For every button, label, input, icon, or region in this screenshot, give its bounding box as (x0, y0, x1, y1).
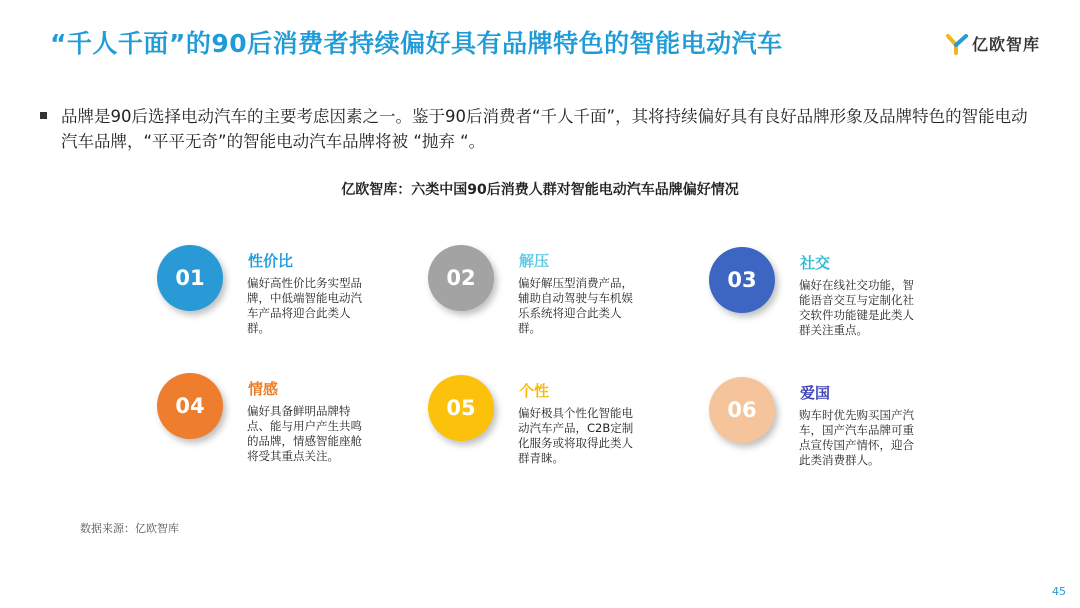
intro-text: 品牌是90后选择电动汽车的主要考虑因素之一。鉴于90后消费者“千人千面”，其将持续偏好具有良好品牌形象及品牌特色的智能电动汽车品牌，“平平无奇”的智能电动汽车品牌将被 “抛弃 “。 (61, 107, 1028, 151)
data-source-note: 数据来源：亿欧智库 (80, 522, 179, 535)
card-title: 性价比 (248, 252, 294, 270)
card-number-circle: 02 (428, 245, 494, 311)
preference-card-01 (157, 245, 417, 355)
logo (946, 32, 1040, 55)
preference-card-06 (709, 377, 969, 487)
card-number-circle: 05 (428, 375, 494, 441)
page-number: 45 (1052, 585, 1066, 598)
logo-text: 亿欧智库 (971, 35, 1040, 54)
slide-title: “千人千面”的90后消费者持续偏好具有品牌特色的智能电动汽车 (50, 29, 783, 58)
card-number-circle: 04 (157, 373, 223, 439)
yiou-logo-icon (946, 33, 968, 55)
intro-bullet (40, 104, 1040, 154)
card-title: 社交 (800, 254, 831, 272)
card-title: 爱国 (800, 384, 831, 402)
card-description: 购车时优先购买国产汽车，国产汽车品牌可重点宣传国产情怀，迎合此类消费群人。 (799, 408, 914, 467)
card-title: 情感 (248, 380, 279, 398)
preference-card-03 (709, 247, 969, 357)
card-number-circle: 03 (709, 247, 775, 313)
card-description: 偏好在线社交功能，智能语音交互与定制化社交软件功能键是此类人群关注重点。 (799, 278, 914, 337)
card-description: 偏好具备鲜明品牌特点、能与用户产生共鸣的品牌，情感智能座舱将受其重点关注。 (247, 404, 362, 463)
preference-card-05 (428, 375, 688, 485)
preference-card-04 (157, 373, 417, 483)
card-description: 偏好高性价比务实型品牌，中低端智能电动汽车产品将迎合此类人群。 (247, 276, 362, 335)
preference-card-02 (428, 245, 688, 355)
card-description: 偏好极具个性化智能电动汽车产品，C2B定制化服务或将取得此类人群青睐。 (518, 406, 634, 465)
figure-subtitle: 亿欧智库：六类中国90后消费人群对智能电动汽车品牌偏好情况 (341, 182, 739, 198)
bullet-square-icon (40, 112, 47, 119)
card-number-circle: 06 (709, 377, 775, 443)
card-description: 偏好解压型消费产品，辅助自动驾驶与车机娱乐系统将迎合此类人群。 (518, 276, 633, 335)
card-number-circle: 01 (157, 245, 223, 311)
card-title: 个性 (519, 382, 550, 400)
card-title: 解压 (519, 252, 550, 270)
